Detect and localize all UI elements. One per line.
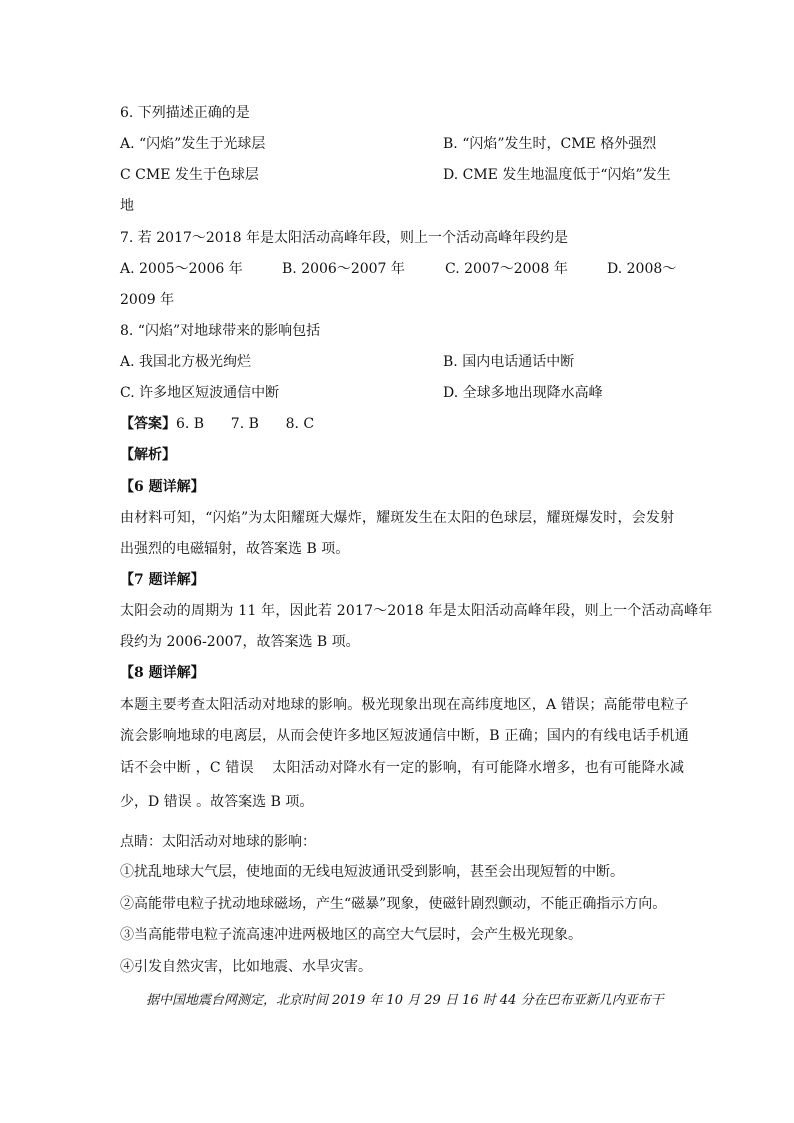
question-6-option-d-continuation: 地 — [120, 198, 134, 214]
detail-8-label: 【8 题详解】 — [120, 665, 205, 681]
question-8-option-c: C. 许多地区短波通信中断 — [120, 385, 280, 401]
question-7-option-a: A. 2005～2006 年 — [120, 261, 243, 277]
detail-7-line-2: 段约为 2006-2007，故答案选 B 项。 — [120, 634, 360, 650]
question-7-option-b: B. 2006～2007 年 — [282, 261, 405, 277]
detail-8-line-4: 少，D 错误 。故答案选 B 项。 — [120, 794, 314, 810]
answer-label: 【答案】 — [120, 416, 176, 432]
answer-values: 6. B 7. B 8. C — [176, 416, 315, 432]
tips-item: ②高能带电粒子扰动地球磁场，产生“磁暴”现象，使磁针剧烈颤动，不能正确指示方向。 — [120, 896, 667, 912]
question-6-option-d: D. CME 发生地温度低于“闪焰”发生 — [443, 167, 671, 183]
detail-7-line-1: 太阳会动的周期为 11 年，因此若 2017～2018 年是太阳活动高峰年段，则上一个活动高峰年 — [120, 603, 713, 619]
question-7-option-c: C. 2007～2008 年 — [445, 261, 568, 277]
detail-8-line-1: 本题主要考查太阳活动对地球的影响。极光现象出现在高纬度地区，A 错误；高能带电粒子 — [120, 697, 689, 713]
question-7-option-d-continuation: 2009 年 — [120, 292, 175, 308]
detail-8-line-3: 话不会中断 ，C 错误 太阳活动对降水有一定的影响，有可能降水增多，也有可能降水减 — [120, 760, 685, 776]
question-6-option-a: A. “闪焰”发生于光球层 — [120, 136, 266, 152]
question-8-option-d: D. 全球多地出现降水高峰 — [443, 385, 603, 401]
detail-7-label: 【7 题详解】 — [120, 572, 205, 588]
question-8-option-a: A. 我国北方极光绚烂 — [120, 354, 252, 370]
question-6-option-c: C CME 发生于色球层 — [120, 167, 259, 183]
question-8-option-b: B. 国内电话通话中断 — [443, 354, 575, 370]
answer-line — [120, 415, 314, 433]
question-8-stem: 8. “闪焰”对地球带来的影响包括 — [120, 323, 321, 339]
detail-6-line-2: 出强烈的电磁辐射，故答案选 B 项。 — [120, 541, 350, 557]
tips-item: ④引发自然灾害，比如地震、水旱灾害。 — [120, 959, 372, 975]
detail-8-line-2: 流会影响地球的电离层，从而会使许多地区短波通信中断，B 正确；国内的有线电话手机通 — [120, 728, 689, 744]
next-question-intro: 据中国地震台网测定，北京时间 2019 年 10 月 29 日 16 时 44 分在巴布亚新几内亚布干 — [146, 993, 664, 1008]
tips-item: ③当高能带电粒子流高速冲进两极地区的高空大气层时，会产生极光现象。 — [120, 927, 582, 943]
detail-6-line-1: 由材料可知，“闪焰”为太阳耀斑大爆炸，耀斑发生在太阳的色球层，耀斑爆发时，会发射 — [120, 510, 675, 526]
question-6-option-b: B. “闪焰”发生时，CME 格外强烈 — [443, 136, 657, 152]
question-7-stem: 7. 若 2017～2018 年是太阳活动高峰年段，则上一个活动高峰年段约是 — [120, 230, 568, 246]
tips-item: ①扰乱地球大气层，使地面的无线电短波通讯受到影响，甚至会出现短暂的中断。 — [120, 864, 624, 880]
detail-6-label: 【6 题详解】 — [120, 479, 205, 495]
analysis-label: 【解析】 — [120, 447, 176, 463]
tips-title: 点睛：太阳活动对地球的影响： — [120, 834, 316, 850]
question-6-stem: 6. 下列描述正确的是 — [120, 105, 250, 121]
question-7-option-d: D. 2008～ — [607, 261, 677, 277]
